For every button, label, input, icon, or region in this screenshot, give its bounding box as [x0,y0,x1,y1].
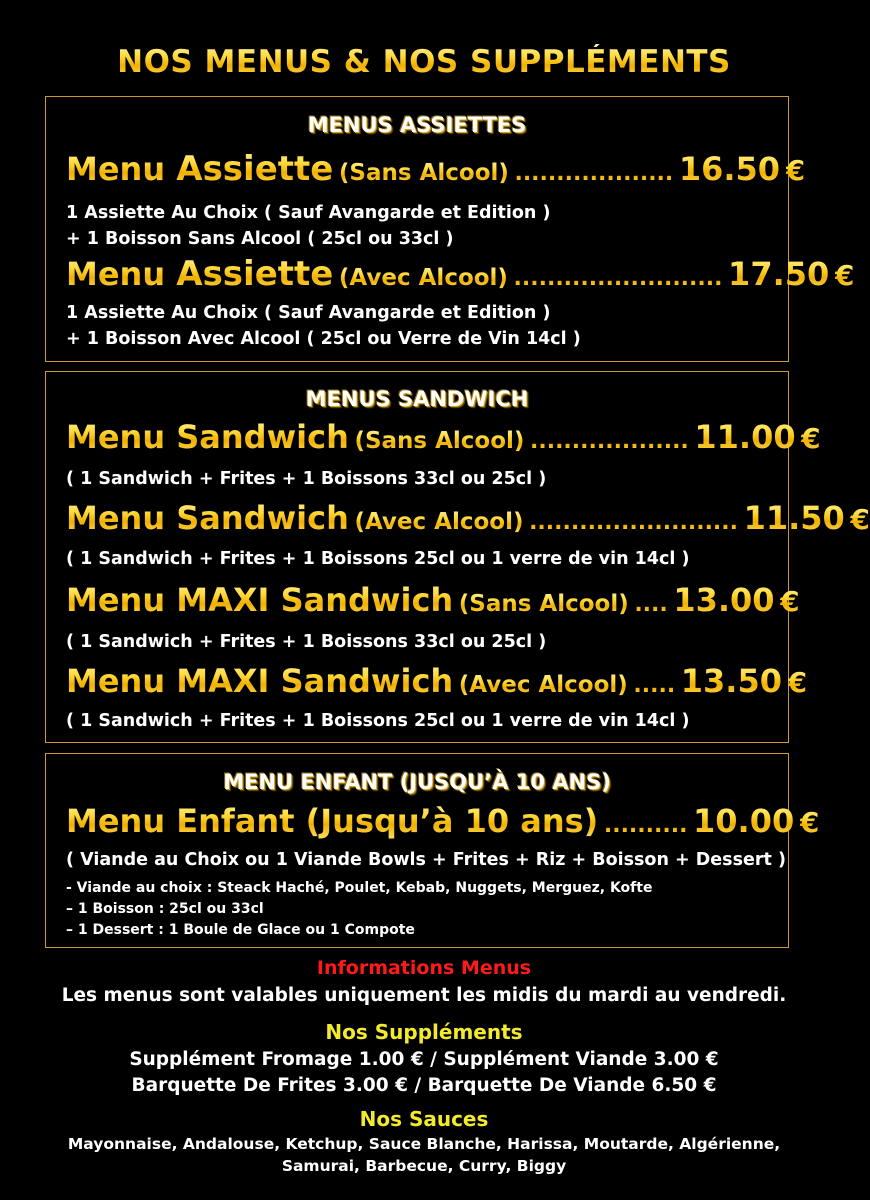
menu-name: Assiette [176,254,334,294]
menu-name: Assiette [176,149,334,189]
menu-item-sandwich-avec-alcool [66,499,870,537]
sauces-line: Mayonnaise, Andalouse, Ketchup, Sauce Blanche, Harissa, Moutarde, Algérienne, [67,1135,781,1153]
supplements-line: Supplément Fromage 1.00 € / Supplément Viande 3.00 € [129,1049,719,1070]
menu-detail: – 1 Dessert : 1 Boule de Glace ou 1 Compote [66,922,415,938]
menu-detail: – 1 Boisson : 25cl ou 33cl [66,901,264,917]
menu-item-maxi-sandwich-sans-alcool [66,581,800,619]
currency-symbol: € [787,666,808,699]
menu-dots: .......... [603,813,688,838]
menus-assiettes-section [45,96,855,362]
section-heading-enfant: MENU ENFANT (JUSQU’À 10 ANS) [223,770,611,794]
page-title: NOS MENUS & NOS SUPPLÉMENTS [0,44,848,80]
menu-name: Menu Sandwich [66,499,349,537]
menu-description: ( 1 Sandwich + Frites + 1 Boissons 33cl ou 25cl ) [66,632,547,652]
menu-price: 13.50 [680,662,782,700]
menu-name: Menu Enfant (Jusqu’à 10 ans) [66,802,599,840]
menu-dots: ................... [530,429,689,454]
menu-item-maxi-sandwich-avec-alcool [66,662,808,700]
menu-description: ( 1 Sandwich + Frites + 1 Boissons 25cl ou 1 verre de vin 14cl ) [66,711,690,731]
section-heading-assiettes: MENUS ASSIETTES [307,113,527,137]
menu-variant: (Sans Alcool) [338,160,509,186]
menu-dots: .... [634,592,668,617]
currency-symbol: € [834,259,855,292]
sauces-line: Samurai, Barbecue, Curry, Biggy [281,1157,567,1175]
sauces-heading: Nos Sauces [359,1107,489,1131]
menu-name: Menu MAXI Sandwich [66,581,454,619]
menu-prefix: Menu [66,255,177,293]
menu-variant: (Avec Alcool) [458,672,628,698]
menu-description: + 1 Boisson Sans Alcool ( 25cl ou 33cl ) [66,229,454,249]
menu-variant: (Sans Alcool) [458,591,629,617]
menu-description: ( 1 Sandwich + Frites + 1 Boissons 33cl ou 25cl ) [66,469,547,489]
menus-sandwich-section [45,371,870,743]
menu-name: Menu Sandwich [66,418,349,456]
menu-description: + 1 Boisson Avec Alcool ( 25cl ou Verre de Vin 14cl ) [66,329,581,349]
menu-item-assiette-sans-alcool [66,149,806,189]
menu-price: 11.00 [694,418,796,456]
menu-description: ( 1 Sandwich + Frites + 1 Boissons 25cl ou 1 verre de vin 14cl ) [66,549,690,569]
menu-price: 16.50 [678,150,781,188]
currency-symbol: € [799,806,820,839]
info-heading: Informations Menus [316,957,532,979]
menu-variant: (Avec Alcool) [338,265,508,291]
menu-description: 1 Assiette Au Choix ( Sauf Avangarde et Edition ) [66,203,551,223]
menu-item-enfant [66,802,820,840]
menu-prefix: Menu [66,150,177,188]
menu-price: 11.50 [743,499,845,537]
menu-variant: (Sans Alcool) [354,428,525,454]
menu-item-sandwich-sans-alcool [66,418,821,456]
menu-variant: (Avec Alcool) [354,509,524,535]
menu-price: 10.00 [693,802,795,840]
supplements-line: Barquette De Frites 3.00 € / Barquette De Viande 6.50 € [131,1075,717,1096]
menu-item-assiette-avec-alcool [66,254,855,294]
menu-detail: - Viande au choix : Steack Haché, Poulet, Kebab, Nuggets, Merguez, Kofte [66,880,653,896]
menu-dots: ..... [633,673,676,698]
menu-enfant-section [45,753,820,948]
currency-symbol: € [785,154,806,187]
menu-price: 13.00 [673,581,775,619]
currency-symbol: € [801,422,821,455]
menu-dots: ......................... [513,266,723,291]
menu-name: Menu MAXI Sandwich [66,662,454,700]
currency-symbol: € [780,585,800,618]
section-heading-sandwich: MENUS SANDWICH [305,387,529,411]
info-text: Les menus sont valables uniquement les midis du mardi au vendredi. [61,985,787,1006]
menu-description: ( Viande au Choix ou 1 Viande Bowls + Frites + Riz + Boisson + Dessert ) [66,850,786,870]
menu-description: 1 Assiette Au Choix ( Sauf Avangarde et Edition ) [66,303,551,323]
supplements-heading: Nos Suppléments [325,1020,523,1044]
currency-symbol: € [850,503,870,536]
menu-dots: ................... [514,161,674,186]
menu-price: 17.50 [728,255,830,293]
menu-dots: ......................... [529,510,738,535]
